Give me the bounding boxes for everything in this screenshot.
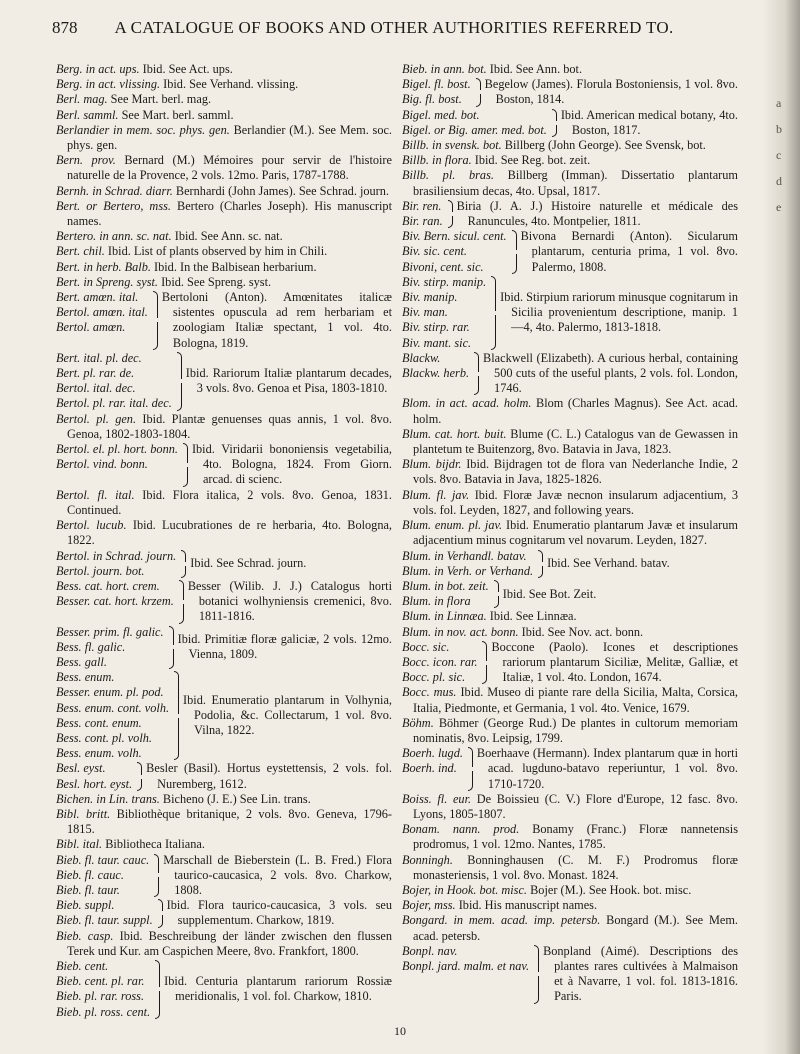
catalogue-entry: Billb. pl. bras. Billberg (Imman). Dissertatio plantarum brasiliensium decas, 4to. Upsal, 1817. bbox=[402, 168, 738, 198]
catalogue-entry: Berg. in act. vlissing. Ibid. See Verhand. vlissing. bbox=[56, 77, 299, 92]
abbreviation: Biv. Bern. sicul. cent. bbox=[402, 229, 507, 244]
running-title: A CATALOGUE OF BOOKS AND OTHER AUTHORITIES REFERRED TO. bbox=[114, 18, 674, 37]
curly-brace bbox=[153, 960, 162, 1019]
entry-description bbox=[561, 108, 738, 138]
edge-letter: b bbox=[776, 122, 782, 136]
catalogue-entry: Bert. in herb. Balb. Ibid. In the Balbisean herbarium. bbox=[56, 259, 317, 274]
abbreviation-list bbox=[56, 853, 149, 899]
catalogue-entry: Bieb. casp. Ibid. Beschreibung der länder zwischen den flussen Terek und Kur. am Caspichen Meere, 8vo. Frankfort, 1800. bbox=[56, 928, 392, 958]
curly-brace bbox=[510, 230, 519, 274]
abbreviation: Blum. in Verh. or Verhand. bbox=[402, 563, 534, 578]
catalogue-entry: Bertol. fl. ital. Ibid. Flora italica, 2 vols. 8vo. Genoa, 1831. Continued. bbox=[56, 487, 392, 517]
catalogue-entry: Berl. samml. See Mart. berl. samml. bbox=[56, 107, 234, 122]
abbreviation: Bonpl. nav. bbox=[402, 943, 458, 958]
bracketed-entry-group bbox=[402, 108, 738, 138]
entry-description bbox=[167, 898, 392, 928]
abbreviation: Bess. enum. bbox=[56, 670, 115, 685]
entry-description bbox=[500, 275, 738, 351]
abbreviation-list bbox=[402, 549, 533, 579]
curly-brace bbox=[135, 762, 144, 790]
abbreviation: Bieb. cent. bbox=[56, 958, 109, 973]
edge-letter: c bbox=[776, 148, 782, 162]
bracketed-entry-group bbox=[56, 290, 392, 351]
abbreviation: Bess. enum. volh. bbox=[56, 746, 142, 761]
catalogue-entry: Blum. enum. pl. jav. Ibid. Enumeratio plantarum Javæ et insularum adjacentium minus cognitarum vel novarum. Leyden, 1827. bbox=[402, 518, 738, 548]
entry-description bbox=[477, 746, 738, 792]
description-text: Ibid. Centuria plantarum rariorum Rossiæ meridionalis, 1 vol. fol. Charkow, 1810. bbox=[164, 974, 392, 1004]
catalogue-entry: Blom. in act. acad. holm. Blom (Charles Magnus). See Act. acad. holm. bbox=[402, 396, 739, 426]
catalogue-entry: Bertol. pl. gen. Ibid. Plantæ genuenses quas annis, 1 vol. 8vo. Genoa, 1802-1803-1804. bbox=[56, 411, 392, 441]
bracketed-entry-group bbox=[56, 761, 392, 791]
abbreviation: Bess. cont. enum. bbox=[56, 715, 142, 730]
entry-description bbox=[491, 640, 738, 686]
abbreviation-list bbox=[402, 108, 547, 138]
bracketed-entry-group bbox=[402, 229, 738, 275]
catalogue-entry: Bertero. in ann. sc. nat. Ibid. See Ann. sc. nat. bbox=[56, 229, 283, 244]
description-text: Boerhaave (Hermann). Index plantarum quæ in horti acad. lugduno-batavo reperiuntur, 1 vol. 8vo. 1710-1720. bbox=[476, 746, 738, 791]
abbreviation: Bigel. fl. bost. bbox=[402, 77, 471, 92]
adjacent-page-edge-letters bbox=[776, 90, 796, 220]
entry-description bbox=[146, 761, 392, 791]
catalogue-entry: Bibl. ital. Bibliotheca Italiana. bbox=[56, 837, 205, 852]
right-column bbox=[402, 62, 738, 1005]
catalogue-entry: Bertol. lucub. Ibid. Lucubrationes de re herbaria, 4to. Bologna, 1822. bbox=[56, 518, 392, 548]
description-text: Bivona Bernardi (Anton). Sicularum plantarum, centuria prima, 1 vol. 8vo. Palermo, 1808. bbox=[520, 229, 738, 274]
bracketed-entry-group bbox=[56, 853, 392, 899]
curly-brace bbox=[167, 626, 176, 670]
edge-letter: d bbox=[776, 174, 782, 188]
description-text: Begelow (James). Florula Bostoniensis, 1 vol. 8vo. Boston, 1814. bbox=[484, 77, 738, 107]
abbreviation: Bertol. amœn. bbox=[56, 320, 126, 335]
description-text: Besler (Basil). Hortus eystettensis, 2 vols. fol. Nuremberg, 1612. bbox=[146, 761, 392, 791]
curly-brace bbox=[492, 580, 501, 608]
entry-description bbox=[457, 199, 738, 229]
curly-brace bbox=[480, 641, 489, 685]
catalogue-entry: Bibl. britt. Bibliothèque britanique, 2 vols. 8vo. Geneva, 1796-1815. bbox=[56, 806, 393, 837]
catalogue-entry: Bert. chil. Ibid. List of plants observed by him in Chili. bbox=[56, 244, 328, 259]
bracketed-entry-group bbox=[402, 351, 738, 397]
curly-brace bbox=[532, 945, 541, 1004]
catalogue-entry: Bichen. in Lin. trans. Bicheno (J. E.) See Lin. trans. bbox=[56, 791, 311, 806]
description-text: Bonpland (Aimé). Descriptions des plantes rares cultivées à Malmaison et à Navarre, 1 vol. fol. 1813-1816. Paris. bbox=[543, 943, 738, 1004]
description-text: Ibid. Rariorum Italiæ plantarum decades, 3 vols. 8vo. Genoa et Pisa, 1803-1810. bbox=[185, 366, 392, 396]
abbreviation: Bonpl. jard. malm. et nav. bbox=[402, 958, 530, 973]
bracketed-entry-group bbox=[56, 670, 392, 761]
abbreviation: Besl. hort. eyst. bbox=[56, 776, 133, 791]
abbreviation: Biv. stirp. rar. bbox=[402, 320, 470, 335]
signature-mark: 10 bbox=[394, 1024, 406, 1038]
curly-brace bbox=[466, 747, 475, 791]
description-text: Ibid. American medical botany, 4to. Boston, 1817. bbox=[560, 107, 738, 137]
abbreviation: Bieb. fl. taur. bbox=[56, 882, 120, 897]
abbreviation: Blum. in Verhandl. batav. bbox=[402, 548, 527, 563]
description-text: Ibid. Flora taurico-caucasica, 3 vols. seu supplementum. Charkow, 1819. bbox=[166, 898, 392, 928]
curly-brace bbox=[181, 443, 190, 487]
catalogue-entry: Berl. mag. See Mart. berl. mag. bbox=[56, 92, 212, 107]
abbreviation-list bbox=[56, 442, 178, 488]
abbreviation: Bieb. fl. taur. suppl. bbox=[56, 913, 153, 928]
abbreviation: Bocc. sic. bbox=[402, 639, 450, 654]
abbreviation: Bieb. pl. rar. ross. bbox=[56, 989, 145, 1004]
abbreviation: Bir. ran. bbox=[402, 214, 443, 229]
description-text: Ibid. Stirpium rariorum minusque cognitarum in Sicilia provenientum descriptione, manip. 1—4, 4to. Palermo, 1813-1818. bbox=[500, 290, 738, 335]
description-text: Besser (Wilib. J. J.) Catalogus horti botanici wolhyniensis cremenici, 8vo. 1811-1816. bbox=[187, 578, 392, 624]
entry-description bbox=[483, 351, 738, 397]
catalogue-entry: Blum. bijdr. Ibid. Bijdragen tot de flora van Nederlanche Indie, 2 vols. 8vo. Batavia in Java, 1825-1826. bbox=[402, 457, 738, 487]
abbreviation: Besl. eyst. bbox=[56, 761, 106, 776]
abbreviation: Bieb. cent. pl. rar. bbox=[56, 974, 145, 989]
abbreviation: Boerh. lugd. bbox=[402, 746, 463, 761]
catalogue-entry: Billb. in svensk. bot. Billberg (John George). See Svensk, bot. bbox=[402, 138, 706, 153]
description-text: Marschall de Bieberstein (L. B. Fred.) Flora taurico-caucasica, 2 vols. 8vo. Charkow, 1808. bbox=[163, 852, 392, 897]
abbreviation: Biv. manip. bbox=[402, 290, 458, 305]
abbreviation-list bbox=[56, 549, 176, 579]
abbreviation-list bbox=[402, 944, 529, 1005]
left-column bbox=[56, 62, 392, 1020]
abbreviation-list bbox=[402, 275, 486, 351]
curly-brace bbox=[179, 550, 188, 578]
catalogue-entry: Blum. cat. hort. buit. Blume (C. L.) Catalogus van de Gewassen in plantetum te Buitenzorg, 8vo. Batavia in Java, 1823. bbox=[402, 426, 738, 457]
abbreviation: Bigel. med. bot. bbox=[402, 107, 480, 122]
abbreviation-list bbox=[56, 351, 172, 412]
abbreviation: Biv. stirp. manip. bbox=[402, 274, 487, 289]
abbreviation: Big. fl. bost. bbox=[402, 92, 462, 107]
curly-brace bbox=[177, 580, 186, 624]
catalogue-entry: Billb. in flora. Ibid. See Reg. bot. zeit. bbox=[402, 153, 591, 168]
abbreviation: Besser. cat. hort. krzem. bbox=[56, 594, 174, 609]
bracketed-entry-group bbox=[402, 199, 738, 229]
page-header bbox=[52, 14, 736, 44]
abbreviation: Blum. in bot. zeit. bbox=[402, 578, 489, 593]
bracketed-entry-group bbox=[56, 625, 392, 671]
abbreviation-list bbox=[56, 579, 174, 625]
curly-brace bbox=[172, 671, 181, 760]
catalogue-entry: Bonningh. Bonninghausen (C. M. F.) Prodromus floræ monasteriensis, 1 vol. 8vo. Monast. 1824. bbox=[402, 852, 738, 882]
abbreviation: Bess. enum. cont. volh. bbox=[56, 700, 170, 715]
entry-description bbox=[164, 959, 392, 1020]
curly-brace bbox=[175, 352, 184, 411]
abbreviation-list bbox=[402, 640, 477, 686]
entry-description bbox=[547, 549, 738, 579]
abbreviation: Blackw. herb. bbox=[402, 366, 470, 381]
abbreviation: Bertol. el. pl. hort. bonn. bbox=[56, 442, 178, 457]
entry-description bbox=[192, 442, 392, 488]
entry-description bbox=[503, 579, 738, 609]
abbreviation: Blum. in flora bbox=[402, 594, 471, 609]
abbreviation: Blackw. bbox=[402, 350, 441, 365]
bracketed-entry-group bbox=[402, 944, 738, 1005]
curly-brace bbox=[472, 352, 481, 396]
abbreviation: Bieb. fl. cauc. bbox=[56, 867, 124, 882]
catalogue-entry: Boiss. fl. eur. De Boissieu (C. V.) Flore d'Europe, 12 fasc. 8vo. Lyons, 1805-1807. bbox=[402, 791, 738, 821]
abbreviation-list bbox=[56, 898, 153, 928]
entry-description bbox=[190, 549, 392, 579]
catalogue-entry: Blum. fl. jav. Ibid. Floræ Javæ necnon insularum adjacentium, 3 vols. fol. Leyden, 1827, and following years. bbox=[402, 487, 738, 517]
entry-description bbox=[188, 579, 392, 625]
bracketed-entry-group bbox=[402, 549, 738, 579]
bracketed-entry-group bbox=[56, 549, 392, 579]
description-text: Biria (J. A. J.) Histoire naturelle et médicale des Ranuncules, 4to. Montpelier, 1811. bbox=[456, 198, 738, 229]
curly-brace bbox=[446, 200, 455, 228]
abbreviation: Bertol. in Schrad. journ. bbox=[56, 548, 177, 563]
bracketed-entry-group bbox=[56, 579, 392, 625]
catalogue-entry: Bongard. in mem. acad. imp. petersb. Bongard (M.). See Mem. acad. petersb. bbox=[402, 913, 738, 943]
catalogue-entry: Blum. in nov. act. bonn. Ibid. See Nov. act. bonn. bbox=[402, 624, 644, 639]
bracketed-entry-group bbox=[402, 746, 738, 792]
abbreviation-list bbox=[402, 77, 471, 107]
curly-brace bbox=[474, 78, 483, 106]
catalogue-entry: Bert. or Bertero, mss. Bertero (Charles Joseph). His manuscript names. bbox=[56, 198, 392, 229]
bracketed-entry-group bbox=[402, 640, 738, 686]
abbreviation: Bert. amœn. ital. bbox=[56, 290, 139, 305]
abbreviation: Bertol. ital. dec. bbox=[56, 381, 136, 396]
catalogue-entry: Bernh. in Schrad. diarr. Bernhardi (John James). See Schrad. journ. bbox=[56, 183, 389, 198]
abbreviation-list bbox=[56, 959, 150, 1020]
bracketed-entry-group bbox=[56, 898, 392, 928]
abbreviation: Bess. cat. hort. crem. bbox=[56, 578, 160, 593]
abbreviation: Bocc. pl. sic. bbox=[402, 670, 466, 685]
abbreviation: Bess. gall. bbox=[56, 654, 107, 669]
abbreviation-list bbox=[402, 199, 443, 229]
abbreviation: Bertol. amœn. ital. bbox=[56, 305, 148, 320]
entry-description bbox=[543, 944, 738, 1005]
entry-description bbox=[186, 351, 392, 412]
curly-brace bbox=[156, 899, 165, 927]
abbreviation: Bess. fl. galic. bbox=[56, 639, 126, 654]
entry-description bbox=[183, 670, 392, 761]
catalogue-entry: Bert. in Spreng. syst. Ibid. See Spreng. syst. bbox=[56, 274, 272, 289]
bracketed-entry-group bbox=[402, 275, 738, 351]
abbreviation: Bertol. journ. bot. bbox=[56, 563, 145, 578]
entry-description bbox=[521, 229, 738, 275]
abbreviation-list bbox=[402, 229, 507, 275]
catalogue-entry: Berg. in act. ups. Ibid. See Act. ups. bbox=[56, 62, 233, 76]
description-text: Ibid. Enumeratio plantarum in Volhynia, Podolia, &c. Collectarum, 1 vol. 8vo. Vilna, 1822. bbox=[183, 692, 392, 738]
page-edge-shadow bbox=[762, 0, 800, 1054]
abbreviation-list bbox=[56, 290, 148, 351]
abbreviation-list bbox=[402, 351, 469, 397]
bracketed-entry-group bbox=[402, 579, 738, 609]
description-text: Blackwell (Elizabeth). A curious herbal, containing 500 cuts of the useful plants, 2 vols. fol. London, 1746. bbox=[483, 350, 738, 396]
entry-description bbox=[163, 853, 392, 899]
page-number: 878 bbox=[52, 18, 78, 37]
edge-letter: e bbox=[776, 200, 782, 214]
edge-letter: a bbox=[776, 96, 782, 110]
abbreviation: Bir. ren. bbox=[402, 198, 442, 213]
catalogue-entry: Bieb. in ann. bot. Ibid. See Ann. bot. bbox=[402, 62, 583, 76]
description-text: Ibid. Viridarii bononiensis vegetabilia, 4to. Bologna, 1824. From Giorn. arcad. di scienc. bbox=[191, 442, 392, 487]
abbreviation: Bivoni, cent. sic. bbox=[402, 259, 484, 274]
description-text: Ibid. Primitiæ floræ galiciæ, 2 vols. 12mo. Vienna, 1809. bbox=[177, 632, 392, 662]
abbreviation-list bbox=[402, 579, 489, 609]
abbreviation: Bess. cont. pl. volh. bbox=[56, 730, 152, 745]
description-text: Boccone (Paolo). Icones et descriptiones rariorum plantarum Siciliæ, Melitæ, Galliæ, et Italiæ, 1 vol. 4to. London, 1674. bbox=[491, 639, 738, 685]
abbreviation: Bert. ital. pl. dec. bbox=[56, 350, 142, 365]
catalogue-entry: Böhm. Böhmer (George Rud.) De plantes in cultorum memoriam nominatis, 8vo. Leipsig, 1799. bbox=[402, 715, 738, 745]
curly-brace bbox=[489, 276, 498, 350]
abbreviation: Besser. enum. pl. pod. bbox=[56, 685, 164, 700]
abbreviation: Biv. sic. cent. bbox=[402, 244, 467, 259]
description-text: Bertoloni (Anton). Amœnitates italicæ sistentes opuscula ad rem herbariam et zoologiam Italiæ spectant, 1 vol. 4to. Bologna, 1819. bbox=[161, 290, 392, 350]
catalogue-entry: Blum. in Linnæa. Ibid. See Linnæa. bbox=[402, 609, 577, 624]
bracketed-entry-group bbox=[56, 959, 392, 1020]
abbreviation-list bbox=[56, 625, 164, 671]
curly-brace bbox=[536, 550, 545, 578]
entry-description bbox=[162, 290, 392, 351]
abbreviation: Bert. pl. rar. de. bbox=[56, 366, 135, 381]
catalogue-entry: Bojer, in Hook. bot. misc. Bojer (M.). See Hook. bot. misc. bbox=[402, 882, 692, 897]
catalogue-entry: Bonam. nann. prod. Bonamy (Franc.) Floræ nannetensis prodromus, 1 vol. 12mo. Nantes, 1785. bbox=[402, 822, 738, 852]
curly-brace bbox=[151, 291, 160, 350]
abbreviation-list bbox=[56, 761, 132, 791]
abbreviation: Bertol. vind. bonn. bbox=[56, 457, 148, 472]
catalogue-entry: Bojer, mss. Ibid. His manuscript names. bbox=[402, 898, 598, 913]
abbreviation: Bieb. pl. ross. cent. bbox=[56, 1004, 151, 1019]
entry-description bbox=[178, 625, 392, 671]
abbreviation: Besser. prim. fl. galic. bbox=[56, 624, 164, 639]
abbreviation-list bbox=[402, 746, 463, 792]
abbreviation: Bertol. pl. rar. ital. dec. bbox=[56, 396, 172, 411]
bracketed-entry-group bbox=[56, 442, 392, 488]
catalogue-entry: Bocc. mus. Ibid. Museo di piante rare della Sicilia, Malta, Corsica, Italia, Piedmonte, et Germania, 1 vol. 4to. Venice, 1679. bbox=[402, 685, 738, 715]
abbreviation: Bieb. suppl. bbox=[56, 898, 115, 913]
description-text: Ibid. See Schrad. journ. bbox=[190, 556, 307, 571]
bracketed-entry-group bbox=[56, 351, 392, 412]
abbreviation: Biv. mant. sic. bbox=[402, 335, 472, 350]
catalogue-entry: Bern. prov. Bernard (M.) Mémoires pour servir de l'histoire naturelle de la Provence, 2 vols. 12mo. Paris, 1787-1788. bbox=[56, 153, 392, 183]
abbreviation: Boerh. ind. bbox=[402, 761, 457, 776]
curly-brace bbox=[550, 109, 559, 137]
entry-description bbox=[485, 77, 738, 107]
catalogue-entry: Berlandier in mem. soc. phys. gen. Berlandier (M.). See Mem. soc. phys. gen. bbox=[56, 122, 392, 153]
abbreviation: Biv. man. bbox=[402, 305, 448, 320]
abbreviation: Bigel. or Big. amer. med. bot. bbox=[402, 122, 547, 137]
abbreviation-list bbox=[56, 670, 169, 761]
curly-brace bbox=[152, 854, 161, 898]
description-text: Ibid. See Verhand. batav. bbox=[547, 556, 670, 571]
description-text: Ibid. See Bot. Zeit. bbox=[502, 586, 597, 601]
abbreviation: Bieb. fl. taur. cauc. bbox=[56, 852, 150, 867]
bracketed-entry-group bbox=[402, 77, 738, 107]
abbreviation: Bocc. icon. rar. bbox=[402, 654, 478, 669]
